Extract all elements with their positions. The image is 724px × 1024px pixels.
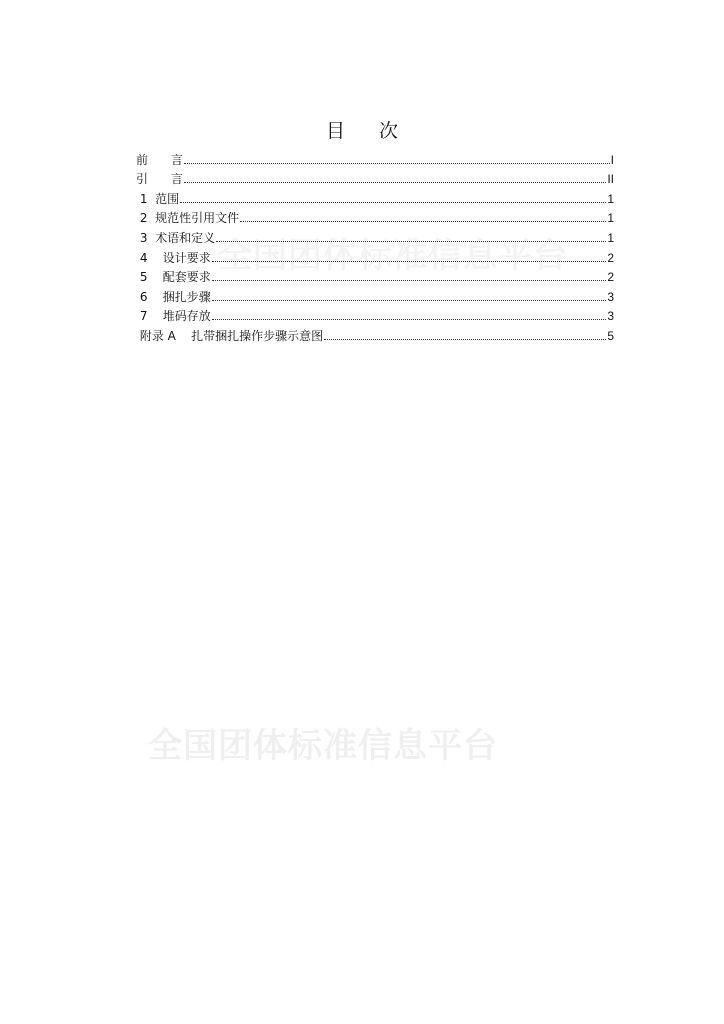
toc-entry-stacking-storage[interactable] bbox=[136, 304, 614, 324]
toc-entry-normative-references[interactable] bbox=[136, 206, 614, 226]
toc-entry-appendix-a[interactable] bbox=[136, 323, 614, 343]
toc-entry-page: I bbox=[610, 152, 614, 167]
toc-entry-foreword[interactable] bbox=[136, 147, 614, 167]
toc-entry-label: 2 规范性引用文件 bbox=[136, 211, 240, 226]
toc-entry-label: 6 捆扎步骤 bbox=[136, 289, 211, 304]
toc-entry-supporting-requirements[interactable] bbox=[136, 265, 614, 285]
toc-entry-page: 1 bbox=[607, 211, 614, 226]
watermark-bottom: 全国团体标准信息平台 bbox=[148, 726, 498, 766]
toc-entry-label: 引 言 bbox=[136, 172, 183, 187]
toc-leader-dots bbox=[324, 339, 606, 340]
toc-leader-dots bbox=[216, 241, 606, 242]
watermark-top: 全国团体标准信息平台 bbox=[218, 236, 568, 276]
toc-entry-page: 3 bbox=[607, 289, 614, 304]
toc-leader-dots bbox=[184, 163, 610, 164]
toc-leader-dots bbox=[240, 221, 606, 222]
toc-entry-page: II bbox=[607, 172, 614, 187]
toc-entry-bundling-steps[interactable] bbox=[136, 284, 614, 304]
toc-entry-scope[interactable] bbox=[136, 186, 614, 206]
toc-entry-label: 5 配套要求 bbox=[136, 270, 211, 285]
toc-entry-introduction[interactable] bbox=[136, 167, 614, 187]
toc-entry-design-requirements[interactable] bbox=[136, 245, 614, 265]
toc-entry-page: 1 bbox=[607, 230, 614, 245]
toc-entry-page: 1 bbox=[607, 191, 614, 206]
toc-leader-dots bbox=[212, 300, 607, 301]
toc-leader-dots bbox=[212, 261, 607, 262]
toc-leader-dots bbox=[212, 319, 607, 320]
toc-entry-label: 1 范围 bbox=[136, 191, 180, 206]
toc-entry-terms-definitions[interactable] bbox=[136, 225, 614, 245]
toc-entry-label: 4 设计要求 bbox=[136, 250, 211, 265]
toc-entry-label: 附录 A 扎带捆扎操作步骤示意图 bbox=[136, 328, 324, 343]
toc-leader-dots bbox=[184, 182, 606, 183]
toc-entry-page: 2 bbox=[607, 270, 614, 285]
toc-leader-dots bbox=[180, 202, 606, 203]
toc-entry-page: 3 bbox=[607, 309, 614, 324]
toc-entry-page: 2 bbox=[607, 250, 614, 265]
toc-entry-page: 5 bbox=[607, 328, 614, 343]
toc-leader-dots bbox=[212, 280, 607, 281]
page-title: 目 次 bbox=[325, 120, 413, 142]
toc-entry-label: 3 术语和定义 bbox=[136, 230, 216, 245]
toc-entry-label: 前 言 bbox=[136, 152, 183, 167]
toc-entry-label: 7 堆码存放 bbox=[136, 309, 211, 324]
table-of-contents bbox=[136, 147, 614, 343]
